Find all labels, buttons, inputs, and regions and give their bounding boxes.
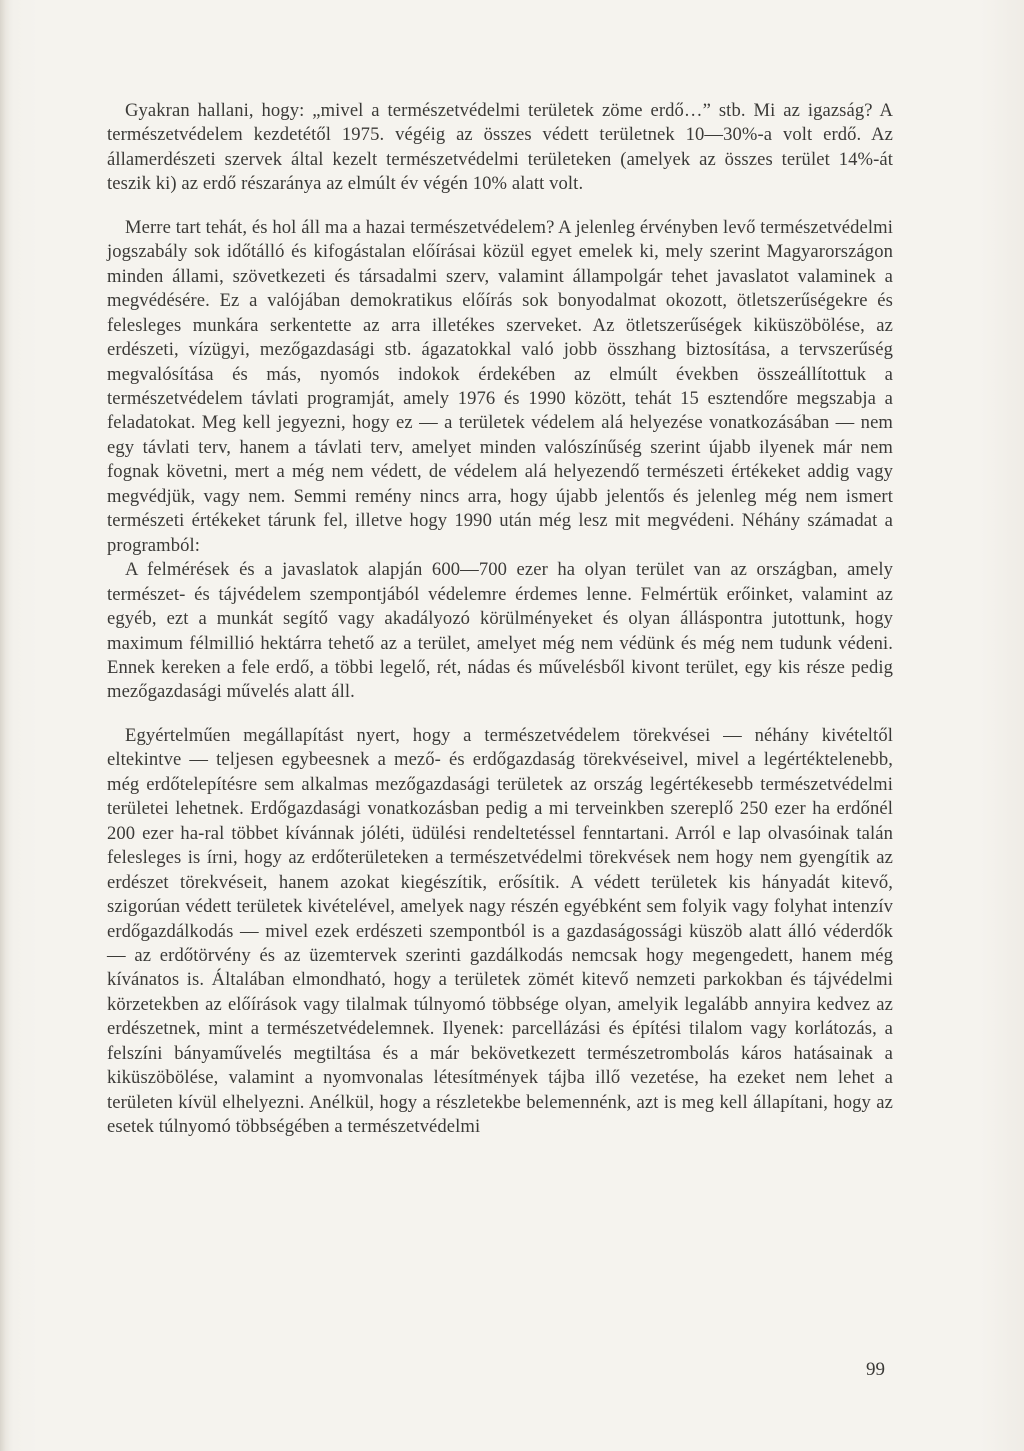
page-number: 99 [866,1359,885,1380]
paragraph-4: Egyértelműen megállapítást nyert, hogy a természetvédelem törekvései — néhány kivételtől eltekintve — teljesen egybeesnek a mező- és erdőgazdaság törekvéseivel, mivel a legértéktelenebb, még erdőtelepítésre sem alkalmas mezőgazdasági területek az ország legértékesebb természetvédelmi területei lehetnek. Erdőgazdasági vonatkozásban pedig a mi terveinkben szereplő 250 ezer ha erdőnél 200 ezer ha-ral többet kívánnak jóléti, üdülési rendeltetéssel fenntartani. Arról e lap olvasóinak talán felesleges is írni, hogy az erdőterületeken a természetvédelmi törekvések nem hogy nem gyengítik az erdészet törekvéseit, hanem azokat kiegészítik, erősítik. A védett területek kis hányadát kitevő, szigorúan védett területek kivételével, amelyek nagy részén egyébként sem folyik vagy folyhat intenzív erdőgazdálkodás — mivel ezek erdészeti szempontból is a gazdaságossági küszöb alatt álló véderdők — az erdőtörvény és az üzemtervek szerinti gazdálkodás nemcsak hogy megengedett, hanem még kívánatos is. Általában elmondható, hogy a területek zömét kitevő nemzeti parkokban és tájvédelmi körzetekben az előírások vagy tilalmak túlnyomó többsége olyan, amelyik legalább annyira kedvez az erdészetnek, mint a természetvédelemnek. Ilyenek: parcellázási és építési tilalom vagy korlátozás, a felszíni bányaművelés megtiltása és a már bekövetkezett természetrombolás káros hatásainak a kiküszöbölése, valamint a nyomvonalas létesítmények tájba illő vezetése, ha ezeket nem lehet a területen kívül elhelyezni. Anélkül, hogy a részletekbe belemennénk, azt is meg kell állapítani, hogy az esetek túlnyomó többségében a természetvédelmi [107,724,893,1138]
paragraph-2: Merre tart tehát, és hol áll ma a hazai természetvédelem? A jelenleg érvényben levő természetvédelmi jogszabály sok időtálló és kifogástalan előírásai közül egyet emelek ki, mely szerint Magyarországon minden állami, szövetkezeti és társadalmi szerv, valamint állampolgár tehet javaslatot valaminek a megvédésére. Ez a valójában demokratikus előírás sok bonyodalmat okozott, ötletszerűségekre és felesleges munkára serkentette az arra illetékes szerveket. Az ötletszerűségek kiküszöbölése, az erdészeti, vízügyi, mezőgazdasági stb. ágazatokkal való jobb összhang biztosítása, a tervszerűség megvalósítása és más, nyomós indokok érdekében az elmúlt években összeállítottuk a természetvédelem távlati programját, amely 1976 és 1990 között, tehát 15 esztendőre megszabja a feladatokat. Meg kell jegyezni, hogy ez — a területek védelem alá helyezése vonatkozásában — nem egy távlati terv, hanem a távlati terv, amelyet minden valószínűség szerint újabb ilyenek már nem fognak követni, mert a még nem védett, de védelem alá helyezendő természeti értékeket addig vagy megvédjük, vagy nem. Semmi remény nincs arra, hogy újabb jelentős és jelenleg még nem ismert természeti értékeket tárunk fel, illetve hogy 1990 után még lesz mit megvédeni. Néhány számadat a programból: [107,216,893,556]
paragraph-1: Gyakran hallani, hogy: „mivel a természetvédelmi területek zöme erdő…” stb. Mi az igazság? A természetvédelem kezdetétől 1975. végéig az összes védett területnek 10—30%-a volt erdő. Az államerdészeti szervek által kezelt természetvédelmi területeken (amelyek az összes terület 14%-át teszik ki) az erdő részaránya az elmúlt év végén 10% alatt volt. [107,100,893,195]
paragraph-3: A felmérések és a javaslatok alapján 600—700 ezer ha olyan terület van az országban, amely természet- és tájvédelem szempontjából védelemre érdemes lenne. Felmértük erőinket, valamint az egyéb, ezt a munkát segítő vagy akadályozó körülményeket és olyan álláspontra jutottunk, hogy maximum félmillió hektárra tehető az a terület, amelyet még nem védünk és még nem tudunk védeni. Ennek kereken a fele erdő, a többi legelő, rét, nádas és művelésből kivont terület, egy kis része pedig mezőgazdasági művelés alatt áll. [107,559,893,703]
article-body [107,99,893,1140]
page-edge-shadow [0,0,10,1451]
